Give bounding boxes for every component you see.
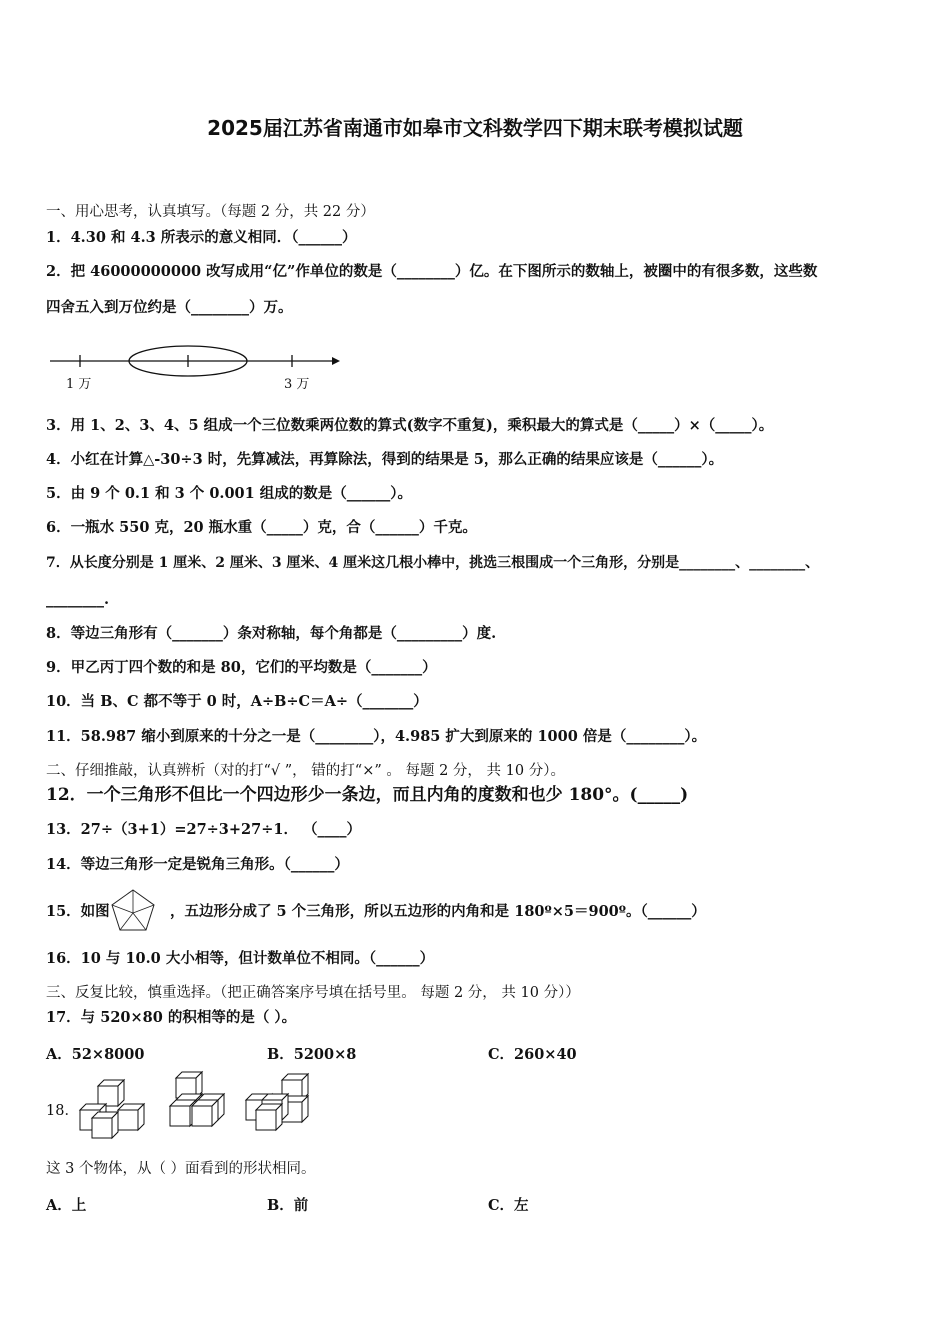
q18-option-a: A．上 [46,1197,87,1214]
question-2-line-2: 四舍五入到万位约是（________）万。 [46,299,293,316]
number-line-left-label: 1 万 [66,377,92,392]
question-18-label: 18． [46,1103,79,1119]
q18-option-b: B．前 [267,1197,309,1214]
question-18-text: 这 3 个物体，从（ ）面看到的形状相同。 [46,1161,316,1177]
question-3: 3．用 1、2、3、4、5 组成一个三位数乘两位数的算式(数字不重复)，乘积最大的算式是（_____）×（_____）。 [46,417,774,434]
question-15-prefix: 15．如图 [46,903,110,920]
section-2-heading: 二、仔细推敲，认真辨析（对的打“√ ”， 错的打“×” 。 每题 2 分， 共 10 分）。 [46,763,565,779]
question-8: 8．等边三角形有（_______）条对称轴，每个角都是（_________）度. [46,625,497,642]
question-11: 11．58.987 缩小到原来的十分之一是（________），4.985 扩大到原来的 1000 倍是（________）。 [46,728,707,745]
question-10: 10．当 B、C 都不等于 0 时，A÷B÷C＝A÷（_______） [46,693,428,710]
question-15-text: ，五边形分成了 5 个三角形，所以五边形的内角和是 180º×5＝900º。（______） [170,903,706,920]
question-2-line-1: 2．把 46000000000 改写成用“亿”作单位的数是（________）亿。在下图所示的数轴上，被圈中的有很多数，这些数 [46,263,818,280]
question-6: 6．一瓶水 550 克，20 瓶水重（_____）克，合（______）千克。 [46,519,477,536]
question-9: 9．甲乙丙丁四个数的和是 80，它们的平均数是（_______） [46,659,437,676]
question-4: 4．小红在计算△-30÷3 时，先算减法，再算除法，得到的结果是 5，那么正确的结果应该是（______）。 [46,451,724,468]
q18-option-c: C．左 [488,1197,529,1214]
pentagon-figure [109,887,157,935]
question-12: 12．一个三角形不但比一个四边形少一条边，而且内角的度数和也少 180°。(_____) [46,785,689,805]
question-1: 1．4.30 和 4.3 所表示的意义相同．（______） [46,229,357,246]
page-title: 2025届江苏省南通市如皋市文科数学四下期末联考模拟试题 [207,116,743,140]
question-14: 14．等边三角形一定是锐角三角形。（______） [46,856,349,873]
section-3-heading: 三、反复比较，慎重选择。（把正确答案序号填在括号里。 每题 2 分， 共 10 分）） [46,985,580,1001]
question-13: 13．27÷（3+1）=27÷3+27÷1． （____） [46,821,362,838]
question-5: 5．由 9 个 0.1 和 3 个 0.001 组成的数是（______）。 [46,485,413,502]
question-7-line-1: 7．从长度分别是 1 厘米、2 厘米、3 厘米、4 厘米这几根小棒中，挑选三根围成一个三角形，分别是________、________、 [46,555,820,571]
question-7-line-2: ________. [46,591,110,608]
number-line-right-label: 3 万 [284,377,310,392]
question-17: 17．与 520×80 的积相等的是（ ）。 [46,1009,297,1026]
section-1-heading: 一、用心思考，认真填写。（每题 2 分，共 22 分） [46,204,375,220]
q17-option-a: A．52×8000 [46,1046,145,1063]
cube-figures [76,1070,326,1140]
q17-option-b: B．5200×8 [267,1046,357,1063]
question-16: 16．10 与 10.0 大小相等，但计数单位不相同。（______） [46,950,435,967]
q17-option-c: C．260×40 [488,1046,577,1063]
